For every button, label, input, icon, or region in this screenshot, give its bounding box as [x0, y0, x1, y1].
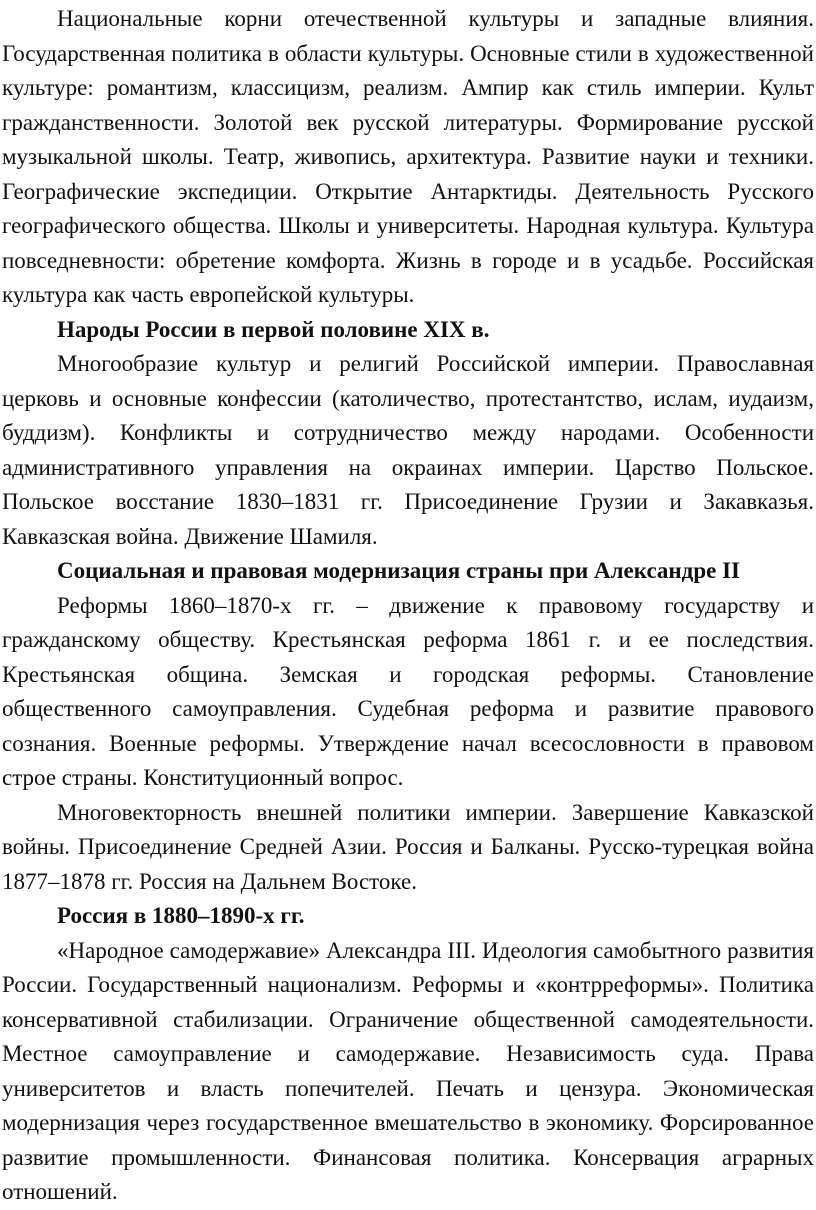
paragraph-culture: Национальные корни отечественной культуры и западные влияния. Государственная политика в области культуры. Основные стили в художественной культуре: романтизм, классицизм, реализм. Ампир как стиль империи. Культ гражданственности. Золотой век русской литературы. Формирование русской музыкальной школы. Театр, живопись, архитектура. Развитие науки и техники. Географические экспедиции. Открытие Антарктиды. Деятельность Русского географического общества. Школы и университеты. Народная культура. Культура повседневности: обретение комфорта. Жизнь в городе и в усадьбе. Российская культура как часть европейской культуры.	[2, 6, 814, 307]
paragraph-peoples: Многообразие культур и религий Российской империи. Православная церковь и основные конфессии (католичество, протестантство, ислам, иудаизм, буддизм). Конфликты и сотрудничество между народами. Особенности административного управления на окраинах империи. Царство Польское. Польское восстание 1830–1831 гг. Присоединение Грузии и Закавказья. Кавказская война. Движение Шамиля.	[2, 351, 814, 549]
paragraph-alexander-iii: «Народное самодержавие» Александра III. Идеология самобытного развития России. Государственный национализм. Реформы и «контрреформы». Политика консервативной стабилизации. Ограничение общественной самодеятельности. Местное самоуправление и самодержавие. Независимость суда. Права университетов и власть попечителей. Печать и цензура. Экономическая модернизация через государственное вмешательство в экономику. Форсированное развитие промышленности. Финансовая политика. Консервация аграрных отношений.	[2, 937, 814, 1204]
heading-modernization-alexander-ii: Социальная и правовая модернизация страны при Александре II	[57, 558, 740, 583]
heading-peoples-of-russia: Народы России в первой половине XIX в.	[57, 316, 490, 342]
paragraph-foreign-policy: Многовекторность внешней политики империи. Завершение Кавказской войны. Присоединение Средней Азии. Россия и Балканы. Русско-турецкая война 1877–1878 гг. Россия на Дальнем Востоке.	[2, 799, 814, 894]
paragraph-reforms: Реформы 1860–1870-х гг. – движение к правовому государству и гражданскому обществу. Крестьянская реформа 1861 г. и ее последствия. Крестьянская община. Земская и городская реформы. Становление общественного самоуправления. Судебная реформа и развитие правового сознания. Военные реформы. Утверждение начал всесословности в правовом строе страны. Конституционный вопрос.	[2, 592, 814, 790]
heading-russia-1880-1890: Россия в 1880–1890-х гг.	[57, 903, 305, 928]
